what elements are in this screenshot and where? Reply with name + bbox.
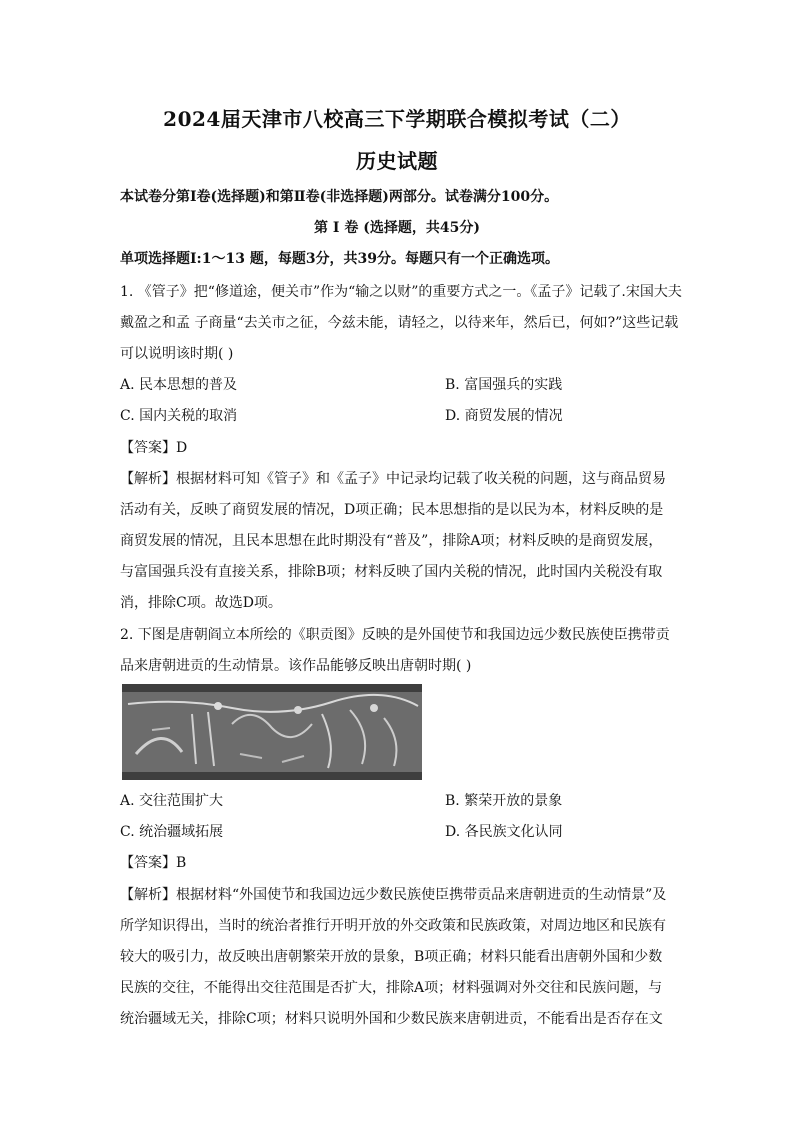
q1-answer: 【答案】D <box>120 440 188 456</box>
painting-texture <box>122 684 422 780</box>
q2-analysis-line: 【解析】根据材料“外国使节和我国边远少数民族使臣携带贡品来唐朝进贡的生动情景”及 <box>120 887 667 903</box>
q2-analysis-line: 民族的交往，不能得出交往范围是否扩大，排除A项；材料强调对外交往和民族问题，与 <box>120 980 663 996</box>
q2-analysis-line: 统治疆域无关，排除C项；材料只说明外国和少数民族来唐朝进贡，不能看出是否存在文 <box>120 1011 663 1027</box>
q1-option-d: D. 商贸发展的情况 <box>445 408 563 424</box>
q2-stem-line: 品来唐朝进贡的生动情景。该作品能够反映出唐朝时期( ) <box>120 658 472 674</box>
q1-option-a: A. 民本思想的普及 <box>120 377 238 393</box>
q2-analysis-line: 所学知识得出，当时的统治者推行开明开放的外交政策和民族政策，对周边地区和民族有 <box>120 918 666 934</box>
q1-stem-line: 戴盈之和孟 子商量“去关市之征，今兹未能，请轻之，以待来年，然后已，何如?”这些记载 <box>120 315 679 331</box>
q2-option-c: C. 统治疆域拓展 <box>120 824 224 840</box>
q1-analysis-line: 与富国强兵没有直接关系，排除B项；材料反映了国内关税的情况，此时国内关税没有取 <box>120 564 663 580</box>
q1-analysis-line: 活动有关，反映了商贸发展的情况，D项正确；民本思想指的是以民为本，材料反映的是 <box>120 502 664 518</box>
q2-stem-line: 2. 下图是唐朝阎立本所绘的《职贡图》反映的是外国使节和我国边远少数民族使臣携带贡 <box>120 627 670 643</box>
q1-stem-line: 1. 《管子》把“修道途，便关市”作为“输之以财”的重要方式之一。《孟子》记载了.宋国大夫 <box>120 284 682 300</box>
q2-option-a: A. 交往范围扩大 <box>120 793 224 809</box>
q2-option-d: D. 各民族文化认同 <box>445 824 563 840</box>
q1-option-c: C. 国内关税的取消 <box>120 408 238 424</box>
tribute-painting-image <box>122 684 422 780</box>
section-instruction: 单项选择题Ⅰ:1～13 题，每题3分，共39分。每题只有一个正确选项。 <box>120 251 560 267</box>
q1-analysis-line: 消，排除C项。故选D项。 <box>120 595 282 611</box>
q1-option-b: B. 富国强兵的实践 <box>445 377 563 393</box>
exam-note: 本试卷分第Ⅰ卷(选择题)和第Ⅱ卷(非选择题)两部分。试卷满分100分。 <box>120 189 559 205</box>
section-heading: 第 Ⅰ 卷 (选择题，共45分) <box>314 220 480 236</box>
q1-analysis-line: 商贸发展的情况，且民本思想在此时期没有“普及”，排除A项；材料反映的是商贸发展， <box>120 533 663 549</box>
exam-title: 2024届天津市八校高三下学期联合模拟考试（二） <box>163 107 631 131</box>
exam-subtitle: 历史试题 <box>356 149 438 173</box>
q2-option-b: B. 繁荣开放的景象 <box>445 793 563 809</box>
q2-analysis-line: 较大的吸引力，故反映出唐朝繁荣开放的景象，B项正确；材料只能看出唐朝外国和少数 <box>120 949 663 965</box>
q1-stem-line: 可以说明该时期( ) <box>120 346 234 362</box>
q1-analysis-line: 【解析】根据材料可知《管子》和《孟子》中记录均记载了收关税的问题，这与商品贸易 <box>120 471 666 487</box>
q2-answer: 【答案】B <box>120 855 187 871</box>
